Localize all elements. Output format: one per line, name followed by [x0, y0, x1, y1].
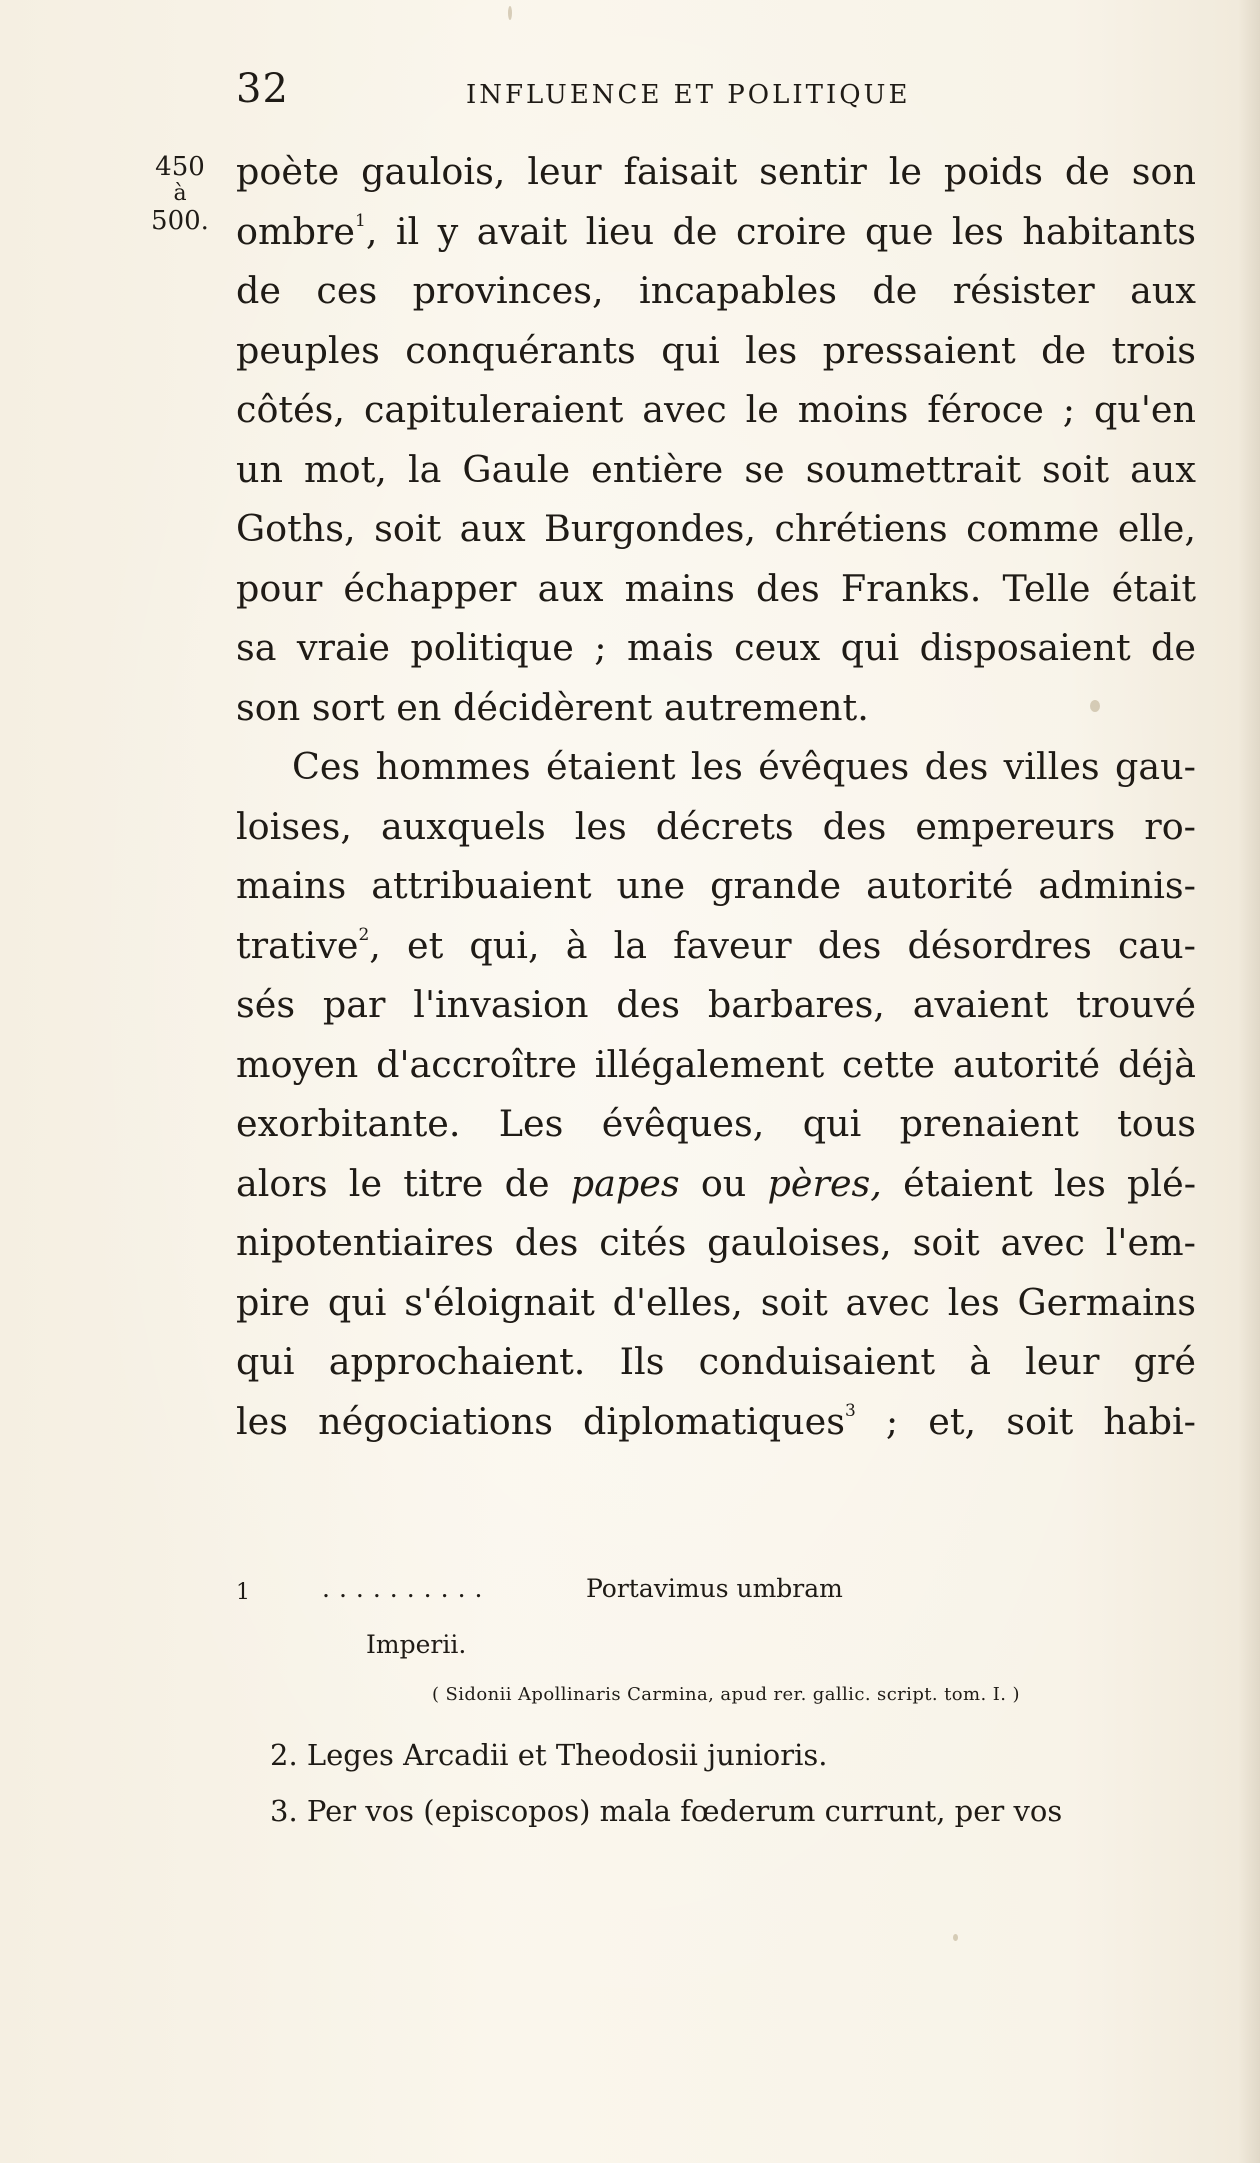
text-line: mains attribuaient une grande autorité adminis-: [236, 864, 1196, 907]
paper-speck: [1090, 700, 1100, 712]
text-line: [236, 1154, 1196, 1214]
text-line: [236, 916, 1196, 976]
paper-speck: [953, 1934, 958, 1941]
text-span: ombre: [236, 209, 355, 253]
footnote-1-source: ( Sidonii Apollinaris Carmina, apud rer. gallic. script. tom. I. ): [432, 1684, 1020, 1705]
text-span: alors le titre de: [236, 1161, 571, 1205]
margin-date-separator: à: [173, 181, 187, 206]
paragraph-start-line: Ces hommes étaient les évêques des villes gau-: [292, 745, 1196, 788]
footnote-ref: 2: [358, 924, 370, 945]
text-line: pour échapper aux mains des Franks. Telle était: [236, 566, 1196, 610]
text-line: [236, 1392, 1196, 1452]
text-line: côtés, capituleraient avec le moins féroce ; qu'en: [236, 388, 1196, 431]
margin-date-from: 450: [155, 152, 205, 182]
margin-date-note: [140, 150, 220, 238]
text-span: ou: [679, 1161, 768, 1205]
page-header: [236, 66, 1196, 116]
text-span: les négociations diplomatiques: [236, 1399, 846, 1443]
page-number: 32: [236, 66, 289, 112]
page-edge-shadow: [1238, 0, 1260, 2163]
footnote-1-ellipsis: ..........: [322, 1574, 492, 1603]
text-line: moyen d'accroître illégalement cette autorité déjà: [236, 1042, 1196, 1086]
footnote-1: [236, 1570, 1196, 1620]
text-span: , il y avait lieu de croire que les habitants: [365, 209, 1196, 253]
text-line: exorbitante. Les évêques, qui prenaient tous: [236, 1102, 1196, 1145]
footnote-1-quote: Portavimus umbram: [586, 1574, 843, 1603]
text-line: peuples conquérants qui les pressaient de trois: [236, 328, 1196, 372]
body-text: [236, 142, 1196, 1451]
italic-term-papes: papes: [570, 1161, 680, 1205]
text-line: de ces provinces, incapables de résister aux: [236, 269, 1196, 312]
text-span: étaient les plé-: [881, 1161, 1197, 1205]
paragraph-end-line: son sort en décidèrent autrement.: [236, 685, 869, 729]
text-line: loises, auxquels les décrets des empereurs ro-: [236, 804, 1196, 848]
text-line: nipotentiaires des cités gauloises, soit avec l'em-: [236, 1221, 1196, 1264]
text-line: poète gaulois, leur faisait sentir le poids de son: [236, 150, 1196, 193]
text-span: , et qui, à la faveur des désordres cau-: [369, 923, 1196, 967]
footnote-1-number: 1: [236, 1580, 250, 1605]
margin-date-to: 500.: [151, 206, 209, 236]
text-line: un mot, la Gaule entière se soumettrait soit aux: [236, 447, 1196, 491]
footnotes: [236, 1570, 1196, 1828]
text-line: sés par l'invasion des barbares, avaient trouvé: [236, 983, 1196, 1026]
running-head: INFLUENCE ET POLITIQUE: [466, 80, 911, 110]
text-span: ; et, soit habi-: [855, 1399, 1197, 1443]
footnote-ref: 1: [355, 210, 366, 231]
footnote-3: 3. Per vos (episcopos) mala fœderum currunt, per vos: [270, 1794, 1063, 1828]
text-line: qui approchaient. Ils conduisaient à leur gré: [236, 1340, 1196, 1383]
text-line: Goths, soit aux Burgondes, chrétiens comme elle,: [236, 507, 1196, 550]
italic-term-peres: pères,: [767, 1161, 882, 1205]
text-span: trative: [236, 923, 359, 967]
footnote-1-continuation: Imperii.: [366, 1630, 467, 1659]
footnote-ref: 3: [845, 1400, 856, 1421]
text-line: pire qui s'éloignait d'elles, soit avec les Germains: [236, 1280, 1196, 1324]
text-line: sa vraie politique ; mais ceux qui disposaient de: [236, 626, 1196, 669]
text-line: [236, 202, 1196, 262]
footnote-2: 2. Leges Arcadii et Theodosii junioris.: [270, 1738, 828, 1772]
paper-speck: [508, 6, 512, 20]
